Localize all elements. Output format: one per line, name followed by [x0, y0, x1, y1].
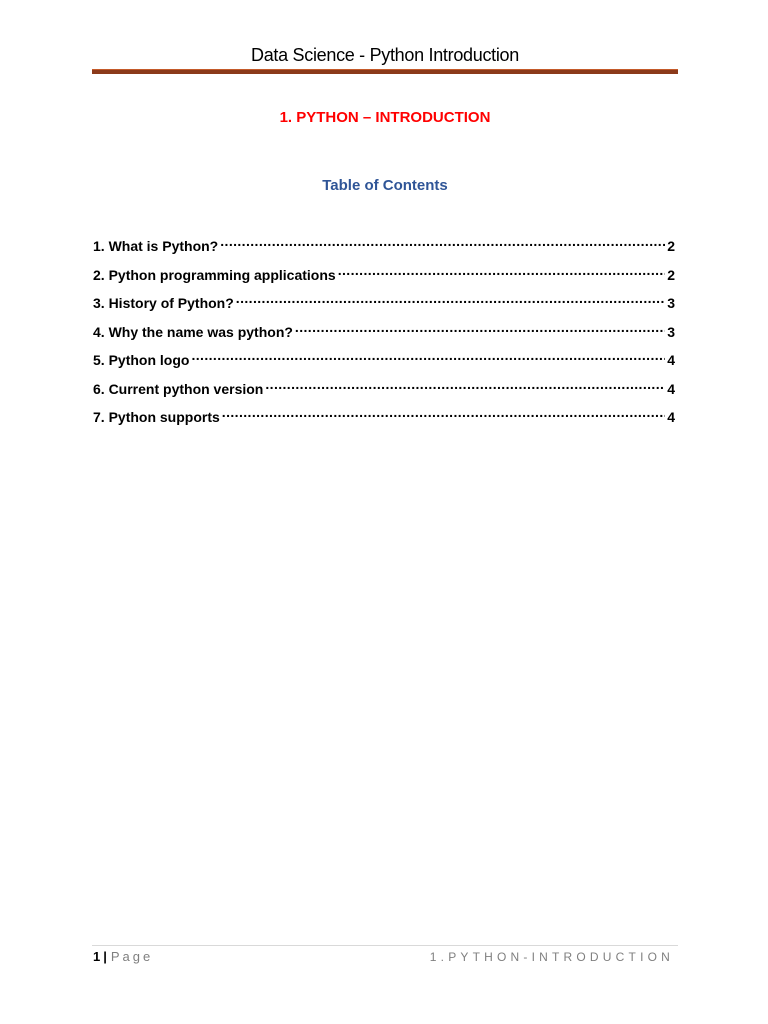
toc-entry-label: 5. Python logo: [93, 352, 190, 368]
toc-entry-label: 7. Python supports: [93, 409, 220, 425]
footer-rule: [92, 945, 678, 946]
toc-dot-leader: [222, 402, 665, 422]
page-word: Page: [110, 949, 154, 964]
toc-entry-history[interactable]: [93, 288, 675, 317]
page-number-footer: [93, 948, 153, 966]
toc-entry-applications[interactable]: [93, 260, 675, 289]
toc-entry-page: 3: [667, 295, 675, 311]
toc-dot-leader: [338, 260, 666, 280]
table-of-contents: [93, 231, 675, 431]
toc-entry-label: 1. What is Python?: [93, 238, 219, 254]
document-header-title: Data Science - Python Introduction: [251, 45, 519, 65]
toc-entry-page: 4: [667, 352, 675, 368]
toc-entry-label: 2. Python programming applications: [93, 266, 336, 283]
toc-entry-what-is-python[interactable]: [93, 231, 675, 260]
page-number: 1: [93, 949, 101, 964]
page-separator: |: [103, 949, 107, 964]
toc-entry-label: 6. Current python version: [93, 380, 264, 397]
toc-entry-label: 4. Why the name was python?: [93, 323, 293, 340]
chapter-title: 1. PYTHON – INTRODUCTION: [279, 109, 491, 126]
toc-heading: Table of Contents: [322, 177, 448, 194]
toc-dot-leader: [191, 345, 665, 365]
toc-entry-page: 3: [667, 323, 675, 340]
toc-entry-page: 2: [667, 238, 675, 254]
header-rule: [92, 69, 678, 74]
toc-entry-page: 2: [667, 266, 675, 283]
toc-entry-python-logo[interactable]: [93, 345, 675, 374]
toc-entry-page: 4: [667, 409, 675, 425]
toc-dot-leader: [220, 231, 665, 251]
toc-dot-leader: [265, 374, 665, 394]
toc-dot-leader: [236, 288, 665, 308]
toc-entry-why-the-name[interactable]: [93, 317, 675, 346]
toc-entry-page: 4: [667, 380, 675, 397]
footer-section-title: 1.PYTHON-INTRODUCTION: [429, 950, 674, 964]
toc-entry-current-version[interactable]: [93, 374, 675, 403]
toc-entry-python-supports[interactable]: [93, 402, 675, 431]
toc-entry-label: 3. History of Python?: [93, 295, 234, 311]
toc-dot-leader: [295, 317, 665, 337]
